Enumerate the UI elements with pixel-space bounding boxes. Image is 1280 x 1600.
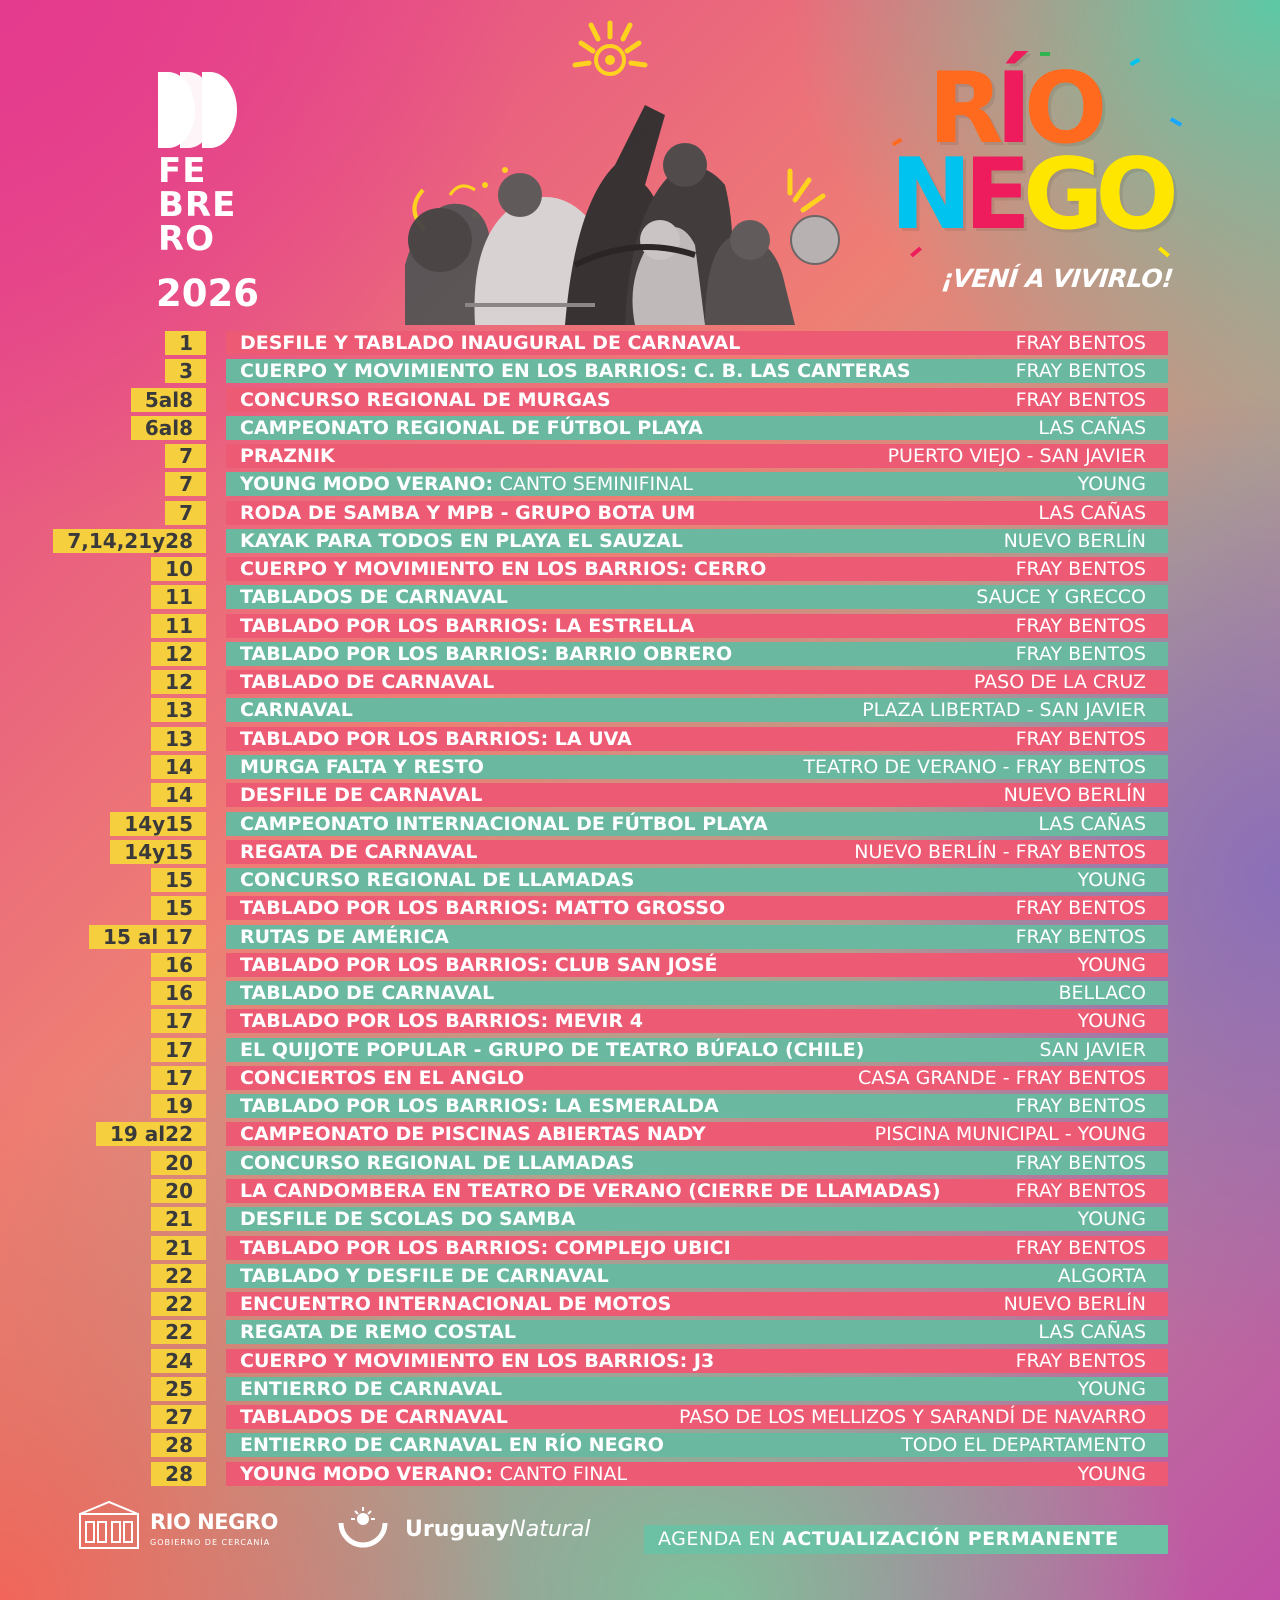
brand-letter: G: [1022, 138, 1096, 252]
brand-letter: Í: [995, 52, 1024, 166]
event-bar: [226, 1349, 1168, 1373]
update-prefix: AGENDA EN: [658, 1528, 776, 1550]
event-row: [0, 1065, 1280, 1093]
event-title: TABLADO Y DESFILE DE CARNAVAL: [240, 1264, 609, 1287]
event-date: 13: [151, 698, 206, 722]
event-row: [0, 1150, 1280, 1178]
event-row: [0, 924, 1280, 952]
event-date: 11: [151, 614, 206, 638]
event-location: FRAY BENTOS: [1015, 727, 1146, 750]
brand-tagline: ¡VENÍ A VIVIRLO!: [940, 264, 1175, 293]
event-location: NUEVO BERLÍN: [1003, 1293, 1146, 1316]
event-row: [0, 952, 1280, 980]
event-title-line: [240, 1320, 516, 1344]
event-title-line: [240, 1405, 508, 1429]
event-title-line: [240, 501, 695, 525]
event-date: 10: [151, 557, 206, 581]
event-location: YOUNG: [1077, 1462, 1146, 1485]
event-location: YOUNG: [1077, 473, 1146, 496]
year-label: 2026: [156, 272, 259, 315]
event-bar: [226, 1264, 1168, 1288]
event-date: 7: [165, 444, 206, 468]
event-bar: [226, 896, 1168, 920]
event-title-line: [240, 1377, 502, 1401]
event-bar: [226, 1236, 1168, 1260]
event-location: TODO EL DEPARTAMENTO: [901, 1434, 1146, 1457]
event-date: 16: [151, 953, 206, 977]
event-date: 21: [151, 1236, 206, 1260]
event-title: CONCURSO REGIONAL DE LLAMADAS: [240, 1151, 635, 1174]
event-title: CAMPEONATO REGIONAL DE FÚTBOL PLAYA: [240, 416, 703, 439]
event-bar: [226, 1066, 1168, 1090]
event-title-line: [240, 868, 634, 892]
event-title: YOUNG MODO VERANO:: [240, 473, 494, 496]
event-location: FRAY BENTOS: [1015, 558, 1146, 581]
event-title: TABLADO DE CARNAVAL: [240, 671, 495, 694]
event-schedule: [0, 330, 1280, 1489]
event-subtitle: CANTO SEMINIFINAL: [499, 473, 693, 496]
event-title: CONCURSO REGIONAL DE MURGAS: [240, 388, 611, 411]
event-row: [0, 669, 1280, 697]
event-title: CUERPO Y MOVIMIENTO EN LOS BARRIOS: CERRO: [240, 558, 767, 581]
event-location: CASA GRANDE - FRAY BENTOS: [857, 1066, 1146, 1089]
event-row: [0, 895, 1280, 923]
event-date: 28: [151, 1433, 206, 1457]
event-row: [0, 1008, 1280, 1036]
event-title: TABLADO POR LOS BARRIOS: BARRIO OBRERO: [240, 642, 733, 665]
update-note: [644, 1525, 1168, 1554]
event-bar: [226, 755, 1168, 779]
event-bar: [226, 416, 1168, 440]
event-location: FRAY BENTOS: [1015, 925, 1146, 948]
event-date: 6al8: [131, 416, 206, 440]
event-location: NUEVO BERLÍN: [1003, 529, 1146, 552]
event-title-line: [240, 698, 353, 722]
event-location: FRAY BENTOS: [1015, 1236, 1146, 1259]
rio-negro-brand-logo: [890, 50, 1190, 310]
event-date: 22: [151, 1292, 206, 1316]
event-title-line: [240, 416, 703, 440]
uruguay-bold: Uruguay: [405, 1517, 510, 1542]
event-row: [0, 1093, 1280, 1121]
event-title: KAYAK PARA TODOS EN PLAYA EL SAUZAL: [240, 529, 683, 552]
event-location: FRAY BENTOS: [1015, 332, 1146, 354]
event-row: [0, 387, 1280, 415]
event-row: [0, 1121, 1280, 1149]
event-date: 7: [165, 501, 206, 525]
event-bar: [226, 331, 1168, 355]
event-row: [0, 415, 1280, 443]
brand-word-negro: [890, 138, 1171, 252]
event-bar: [226, 953, 1168, 977]
brand-letter: E: [964, 138, 1023, 252]
event-date: 20: [151, 1179, 206, 1203]
event-title: ENCUENTRO INTERNACIONAL DE MOTOS: [240, 1293, 672, 1316]
event-bar: [226, 1433, 1168, 1457]
event-bar: [226, 1122, 1168, 1146]
event-date: 15 al 17: [89, 925, 206, 949]
event-title-line: [240, 472, 693, 496]
event-location: LAS CAÑAS: [1038, 501, 1146, 524]
event-row: [0, 782, 1280, 810]
event-row: [0, 641, 1280, 669]
event-location: FRAY BENTOS: [1015, 1349, 1146, 1372]
uruguay-natural-logo: [335, 1503, 591, 1563]
event-title-line: [240, 670, 494, 694]
brand-letter: R: [928, 52, 996, 166]
event-title: RUTAS DE AMÉRICA: [240, 925, 449, 948]
event-title-line: [240, 925, 449, 949]
event-row: [0, 1432, 1280, 1460]
event-title-line: [240, 388, 611, 412]
event-date: 24: [151, 1349, 206, 1373]
event-location: LAS CAÑAS: [1038, 416, 1146, 439]
event-bar: [226, 812, 1168, 836]
event-location: FRAY BENTOS: [1015, 1151, 1146, 1174]
event-date: 27: [151, 1405, 206, 1429]
event-bar: [226, 1207, 1168, 1231]
event-title-line: [240, 755, 484, 779]
event-bar: [226, 727, 1168, 751]
event-location: FRAY BENTOS: [1015, 360, 1146, 383]
uruguay-light: Natural: [509, 1517, 591, 1542]
event-title: REGATA DE REMO COSTAL: [240, 1321, 516, 1344]
month-line: RO: [158, 219, 216, 259]
event-title-line: [240, 331, 740, 355]
event-location: PASO DE LA CRUZ: [973, 671, 1146, 694]
event-location: YOUNG: [1077, 869, 1146, 892]
event-row: [0, 584, 1280, 612]
event-location: YOUNG: [1077, 953, 1146, 976]
event-location: FRAY BENTOS: [1015, 388, 1146, 411]
event-title: DESFILE Y TABLADO INAUGURAL DE CARNAVAL: [240, 332, 741, 354]
event-date: 15: [151, 868, 206, 892]
event-location: FRAY BENTOS: [1015, 614, 1146, 637]
event-title: RODA DE SAMBA Y MPB - GRUPO BOTA UM: [240, 501, 696, 524]
event-row: [0, 1235, 1280, 1263]
event-row: [0, 500, 1280, 528]
event-date: 14y15: [110, 840, 206, 864]
event-title: YOUNG MODO VERANO:: [240, 1462, 494, 1485]
event-date: 7,14,21y28: [53, 529, 206, 553]
event-title: CONCIERTOS EN EL ANGLO: [240, 1066, 525, 1089]
event-title: EL QUIJOTE POPULAR - GRUPO DE TEATRO BÚFALO (CHILE): [240, 1038, 865, 1061]
event-title-line: [240, 1122, 706, 1146]
event-title: CUERPO Y MOVIMIENTO EN LOS BARRIOS: C. B. LAS CANTERAS: [240, 360, 911, 383]
event-date: 25: [151, 1377, 206, 1401]
event-row: [0, 471, 1280, 499]
event-bar: [226, 444, 1168, 468]
event-date: 14: [151, 783, 206, 807]
event-date: 22: [151, 1264, 206, 1288]
event-bar: [226, 1179, 1168, 1203]
event-title: TABLADO POR LOS BARRIOS: MATTO GROSSO: [240, 897, 726, 920]
event-title-line: [240, 359, 911, 383]
event-title-line: [240, 1349, 714, 1373]
update-bold: ACTUALIZACIÓN PERMANENTE: [782, 1528, 1119, 1550]
event-title-line: [240, 1038, 864, 1062]
event-location: TEATRO DE VERANO - FRAY BENTOS: [803, 755, 1146, 778]
event-title-line: [240, 981, 494, 1005]
event-title-line: [240, 1433, 664, 1457]
event-row: [0, 867, 1280, 895]
event-row: [0, 556, 1280, 584]
event-location: YOUNG: [1077, 1377, 1146, 1400]
event-title: MURGA FALTA Y RESTO: [240, 755, 484, 778]
event-date: 3: [165, 359, 206, 383]
event-subtitle: CANTO FINAL: [499, 1462, 628, 1485]
event-date: 20: [151, 1151, 206, 1175]
event-title: TABLADOS DE CARNAVAL: [240, 1406, 508, 1429]
event-date: 19: [151, 1094, 206, 1118]
event-date: 21: [151, 1207, 206, 1231]
event-date: 19 al22: [96, 1122, 206, 1146]
event-bar: [226, 472, 1168, 496]
event-title-line: [240, 727, 632, 751]
event-bar: [226, 1038, 1168, 1062]
event-title: CAMPEONATO INTERNACIONAL DE FÚTBOL PLAYA: [240, 812, 768, 835]
event-date: 12: [151, 670, 206, 694]
rio-negro-name: RIO NEGRO: [150, 1510, 278, 1534]
event-date: 17: [151, 1038, 206, 1062]
event-bar: [226, 840, 1168, 864]
event-bar: [226, 981, 1168, 1005]
event-row: [0, 1348, 1280, 1376]
event-row: [0, 613, 1280, 641]
event-row: [0, 358, 1280, 386]
event-row: [0, 1404, 1280, 1432]
event-location: BELLACO: [1058, 982, 1146, 1005]
event-title-line: [240, 529, 683, 553]
month-line: FE: [158, 151, 207, 191]
event-bar: [226, 1320, 1168, 1344]
event-bar: [226, 388, 1168, 412]
event-bar: [226, 529, 1168, 553]
event-row: [0, 839, 1280, 867]
event-bar: [226, 1292, 1168, 1316]
event-bar: [226, 1151, 1168, 1175]
event-row: [0, 1319, 1280, 1347]
event-title: REGATA DE CARNAVAL: [240, 840, 478, 863]
brand-letter: O: [1023, 52, 1100, 166]
event-location: NUEVO BERLÍN: [1003, 784, 1146, 807]
event-location: PASO DE LOS MELLIZOS Y SARANDÍ DE NAVARRO: [679, 1406, 1146, 1429]
event-title-line: [240, 1009, 643, 1033]
event-bar: [226, 925, 1168, 949]
event-title: TABLADO POR LOS BARRIOS: COMPLEJO UBICI: [240, 1236, 731, 1259]
uruguay-natural-text: [405, 1517, 590, 1542]
event-row: [0, 697, 1280, 725]
brand-letter: O: [1095, 138, 1171, 252]
event-title: TABLADO POR LOS BARRIOS: CLUB SAN JOSÉ: [240, 953, 718, 976]
event-title-line: [240, 1151, 634, 1175]
rio-negro-government-logo: [78, 1500, 278, 1560]
event-row: [0, 1263, 1280, 1291]
event-row: [0, 1178, 1280, 1206]
event-title-line: [240, 642, 732, 666]
event-date: 5al8: [131, 388, 206, 412]
uruguay-sun-icon: [335, 1503, 391, 1559]
event-title-line: [240, 840, 477, 864]
event-location: LAS CAÑAS: [1038, 1321, 1146, 1344]
event-row: [0, 1206, 1280, 1234]
event-row: [0, 811, 1280, 839]
event-location: PLAZA LIBERTAD - SAN JAVIER: [862, 699, 1146, 722]
event-location: FRAY BENTOS: [1015, 642, 1146, 665]
event-bar: [226, 783, 1168, 807]
event-title-line: [240, 1207, 575, 1231]
carnival-photo-collage: [405, 15, 850, 325]
event-location: PUERTO VIEJO - SAN JAVIER: [887, 445, 1146, 468]
event-row: [0, 528, 1280, 556]
event-date: 22: [151, 1320, 206, 1344]
event-location: SAN JAVIER: [1039, 1038, 1146, 1061]
event-title-line: [240, 1462, 627, 1486]
event-title-line: [240, 1094, 719, 1118]
event-title-line: [240, 812, 768, 836]
event-row: [0, 726, 1280, 754]
event-bar: [226, 359, 1168, 383]
event-title: PRAZNIK: [240, 445, 335, 468]
event-title-line: [240, 1292, 671, 1316]
event-location: FRAY BENTOS: [1015, 897, 1146, 920]
event-date: 13: [151, 727, 206, 751]
event-bar: [226, 1009, 1168, 1033]
event-date: 15: [151, 896, 206, 920]
event-title: TABLADO POR LOS BARRIOS: LA ESMERALDA: [240, 1095, 719, 1118]
rio-negro-subtitle: GOBIERNO DE CERCANÍA: [150, 1538, 271, 1547]
event-title-line: [240, 1264, 609, 1288]
event-bar: [226, 698, 1168, 722]
month-line: BRE: [158, 185, 237, 225]
event-date: 14: [151, 755, 206, 779]
event-location: SAUCE Y GRECCO: [976, 586, 1146, 609]
event-bar: [226, 557, 1168, 581]
building-icon: [78, 1500, 140, 1550]
event-location: NUEVO BERLÍN - FRAY BENTOS: [854, 840, 1146, 863]
event-row: [0, 1037, 1280, 1065]
event-bar: [226, 614, 1168, 638]
event-title: TABLADO POR LOS BARRIOS: LA UVA: [240, 727, 632, 750]
event-title: TABLADOS DE CARNAVAL: [240, 586, 508, 609]
event-title-line: [240, 444, 335, 468]
event-title-line: [240, 1066, 524, 1090]
sun-icon: [575, 23, 645, 74]
event-title: ENTIERRO DE CARNAVAL: [240, 1377, 503, 1400]
event-title-line: [240, 585, 508, 609]
ddd-logo: [158, 72, 240, 148]
event-location: FRAY BENTOS: [1015, 1095, 1146, 1118]
event-title: ENTIERRO DE CARNAVAL EN RÍO NEGRO: [240, 1434, 664, 1457]
event-title-line: [240, 953, 717, 977]
event-bar: [226, 585, 1168, 609]
event-row: [0, 754, 1280, 782]
event-location: ALGORTA: [1057, 1264, 1146, 1287]
event-bar: [226, 501, 1168, 525]
event-location: LAS CAÑAS: [1038, 812, 1146, 835]
event-location: PISCINA MUNICIPAL - YOUNG: [874, 1123, 1146, 1146]
event-date: 14y15: [110, 812, 206, 836]
event-row: [0, 330, 1280, 358]
event-date: 11: [151, 585, 206, 609]
event-row: [0, 1376, 1280, 1404]
event-location: FRAY BENTOS: [1015, 1179, 1146, 1202]
event-row: [0, 443, 1280, 471]
event-row: [0, 1291, 1280, 1319]
event-bar: [226, 1405, 1168, 1429]
event-title: TABLADO POR LOS BARRIOS: MEVIR 4: [240, 1010, 643, 1033]
event-bar: [226, 642, 1168, 666]
event-title: CAMPEONATO DE PISCINAS ABIERTAS NADY: [240, 1123, 706, 1146]
event-bar: [226, 670, 1168, 694]
event-date: 17: [151, 1066, 206, 1090]
event-title-line: [240, 783, 482, 807]
event-title: CUERPO Y MOVIMIENTO EN LOS BARRIOS: J3: [240, 1349, 715, 1372]
event-date: 17: [151, 1009, 206, 1033]
event-title-line: [240, 896, 725, 920]
event-date: 1: [165, 331, 206, 355]
event-date: 12: [151, 642, 206, 666]
brand-letter: N: [890, 138, 965, 252]
event-location: YOUNG: [1077, 1010, 1146, 1033]
event-date: 28: [151, 1462, 206, 1486]
event-title-line: [240, 1236, 731, 1260]
event-title: CARNAVAL: [240, 699, 353, 722]
event-title: TABLADO DE CARNAVAL: [240, 982, 495, 1005]
event-bar: [226, 1462, 1168, 1486]
event-title: TABLADO POR LOS BARRIOS: LA ESTRELLA: [240, 614, 695, 637]
event-title-line: [240, 557, 766, 581]
event-title: CONCURSO REGIONAL DE LLAMADAS: [240, 869, 635, 892]
event-title: DESFILE DE SCOLAS DO SAMBA: [240, 1208, 576, 1231]
event-date: 7: [165, 472, 206, 496]
event-title-line: [240, 614, 694, 638]
event-bar: [226, 1377, 1168, 1401]
month-title: [158, 151, 237, 259]
event-date: 16: [151, 981, 206, 1005]
event-row: [0, 980, 1280, 1008]
event-row: [0, 1461, 1280, 1489]
event-title: DESFILE DE CARNAVAL: [240, 784, 483, 807]
event-bar: [226, 1094, 1168, 1118]
event-title: LA CANDOMBERA EN TEATRO DE VERANO (CIERRE DE LLAMADAS): [240, 1179, 941, 1202]
event-bar: [226, 868, 1168, 892]
event-location: YOUNG: [1077, 1208, 1146, 1231]
event-title-line: [240, 1179, 941, 1203]
